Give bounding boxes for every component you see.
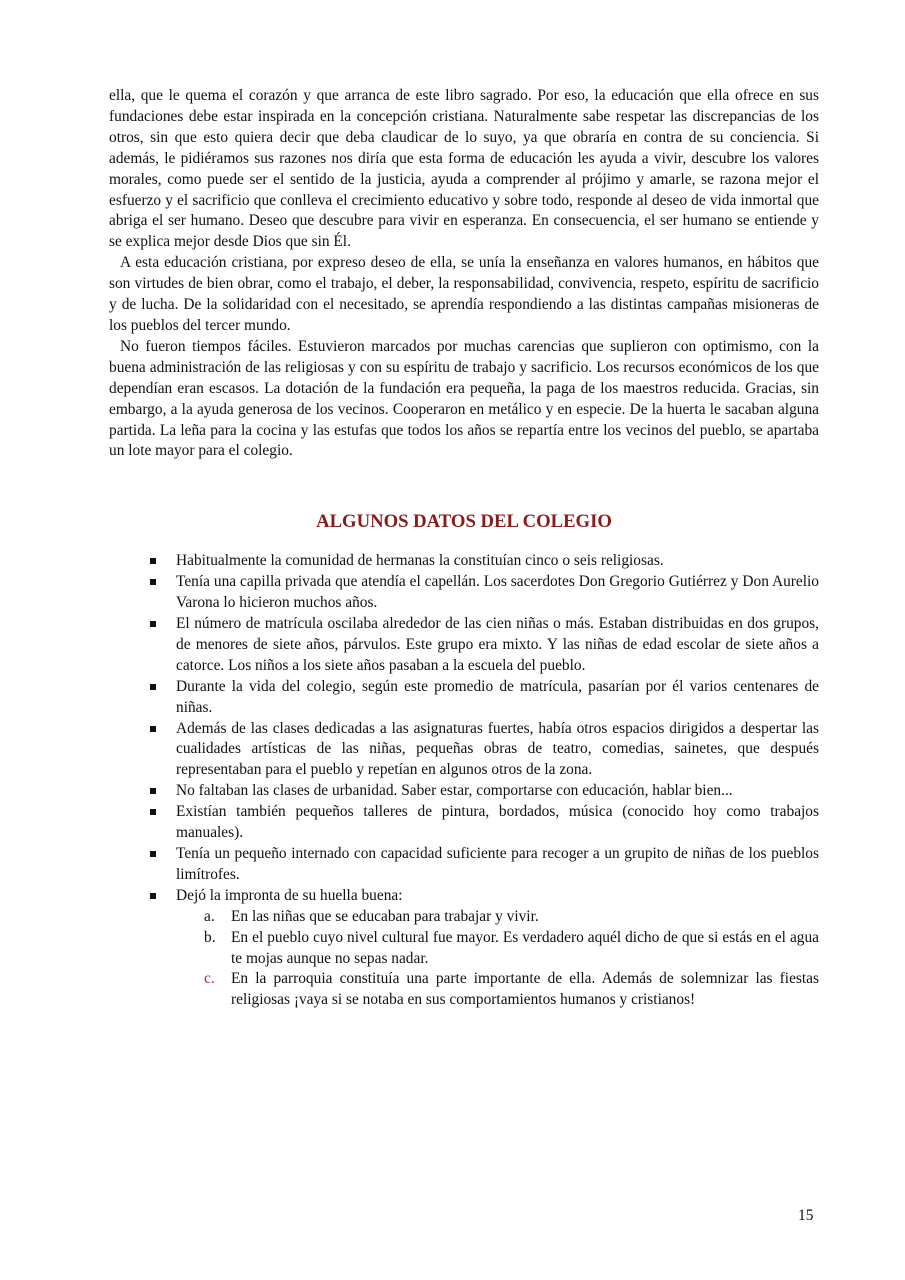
paragraph-3: No fueron tiempos fáciles. Estuvieron marcados por muchas carencias que suplieron con optimismo, con la buena administración de las religiosas y con su espíritu de trabajo y sacrificio. Los recursos económicos de los que dependían eran escasos. La dotación de la fundación era pequeña, la paga de los maestros reducida. Gracias, sin embargo, a la ayuda generosa de los vecinos. Cooperaron en metálico y en especie. De la huerta le sacaban alguna partida. La leña para la cocina y las estufas que todos los años se repartía entre los vecinos del pueblo, se apartaba un lote mayor para el colegio. [109, 337, 819, 460]
square-bullet-icon [150, 809, 156, 815]
paragraph-2: A esta educación cristiana, por expreso deseo de ella, se unía la enseñanza en valores humanos, en hábitos que son virtudes de bien obrar, como el trabajo, el deber, la responsabilidad, convivencia, respeto, espíritu de sacrificio y de lucha. De la solidaridad con el necesitado, se aprendía respondiendo a las distintas campañas misioneras de los pueblos del tercer mundo. [109, 254, 819, 334]
square-bullet-icon [150, 558, 156, 564]
list-item [176, 802, 819, 844]
list-item [176, 551, 819, 572]
list-item-text: Habitualmente la comunidad de hermanas la constituían cinco o seis religiosas. [176, 552, 664, 570]
sub-list-text: En la parroquia constituía una parte importante de ella. Además de solemnizar las fiestas religiosas ¡vaya si se notaba en sus comportamientos humanos y cristianos! [231, 970, 819, 1009]
list-item [176, 614, 819, 677]
square-bullet-icon [150, 726, 156, 732]
sub-list-item [204, 907, 819, 928]
sub-list-text: En las niñas que se educaban para trabajar y vivir. [231, 907, 539, 925]
square-bullet-icon [150, 851, 156, 857]
page-body [109, 86, 819, 1011]
square-bullet-icon [150, 579, 156, 585]
list-item-text: Tenía una capilla privada que atendía el capellán. Los sacerdotes Don Gregorio Gutiérrez y Don Aurelio Varona lo hicieron muchos años. [176, 573, 819, 612]
square-bullet-icon [150, 684, 156, 690]
list-item [176, 572, 819, 614]
square-bullet-icon [150, 788, 156, 794]
paragraph-1: ella, que le quema el corazón y que arranca de este libro sagrado. Por eso, la educación que ella ofrece en sus fundaciones debe estar inspirada en la concepción cristiana. Naturalmente sabe respetar las discrepancias de los otros, sin que esto quiera decir que deba claudicar de lo suyo, ya que obraría en contra de su conciencia. Si además, le pidiéramos sus razones nos diría que esta forma de educación les ayuda a vivir, descubre los valores morales, como puede ser el sentido de la justicia, ayuda a comprender al prójimo y amarle, se razona mejor el esfuerzo y el sacrificio que conlleva el crecimiento educativo y sobre todo, responde al deseo de vida inmortal que abriga el ser humano. Deseo que descubre para vivir en esperanza. En consecuencia, el ser humano se entiende y se explica mejor desde Dios que sin Él. [109, 87, 819, 251]
list-item-text: Además de las clases dedicadas a las asignaturas fuertes, había otros espacios dirigidos a despertar las cualidades artísticas de las niñas, pequeñas obras de teatro, comedias, sainetes, que después representaban para el pueblo y repetían en algunos otros de la zona. [176, 719, 819, 779]
list-item-text: Dejó la impronta de su huella buena: [176, 886, 403, 904]
page-number: 15 [798, 1207, 814, 1224]
list-item [176, 677, 819, 719]
list-item [176, 781, 819, 802]
square-bullet-icon [150, 621, 156, 627]
list-item-text: Tenía un pequeño internado con capacidad suficiente para recoger a un grupito de niñas de los pueblos limítrofes. [176, 845, 819, 883]
sub-list [176, 907, 819, 1012]
sub-list-item [204, 969, 819, 1011]
sub-list-letter: b. [204, 928, 216, 946]
sub-list-text: En el pueblo cuyo nivel cultural fue mayor. Es verdadero aquél dicho de que si estás en el agua te mojas aunque no sepas nadar. [231, 928, 819, 967]
list-item [176, 844, 819, 886]
section-heading: ALGUNOS DATOS DEL COLEGIO [316, 511, 612, 533]
list-item [176, 886, 819, 1011]
bullet-list [109, 551, 819, 1011]
sub-list-letter: c. [204, 970, 215, 988]
sub-list-letter: a. [204, 907, 215, 925]
list-item-text: No faltaban las clases de urbanidad. Saber estar, comportarse con educación, hablar bien... [176, 782, 733, 800]
sub-list-item [204, 928, 819, 970]
square-bullet-icon [150, 893, 156, 899]
list-item-text: Durante la vida del colegio, según este promedio de matrícula, pasarían por él varios centenares de niñas. [176, 677, 819, 716]
list-item-text: El número de matrícula oscilaba alrededor de las cien niñas o más. Estaban distribuidas en dos grupos, de menores de siete años, párvulos. Este grupo era mixto. Y las niñas de edad escolar de siete años a catorce. Los niños a los siete años pasaban a la escuela del pueblo. [176, 615, 819, 674]
list-item-text: Existían también pequeños talleres de pintura, bordados, música (conocido hoy como trabajos manuales). [176, 803, 819, 842]
list-item [176, 719, 819, 782]
